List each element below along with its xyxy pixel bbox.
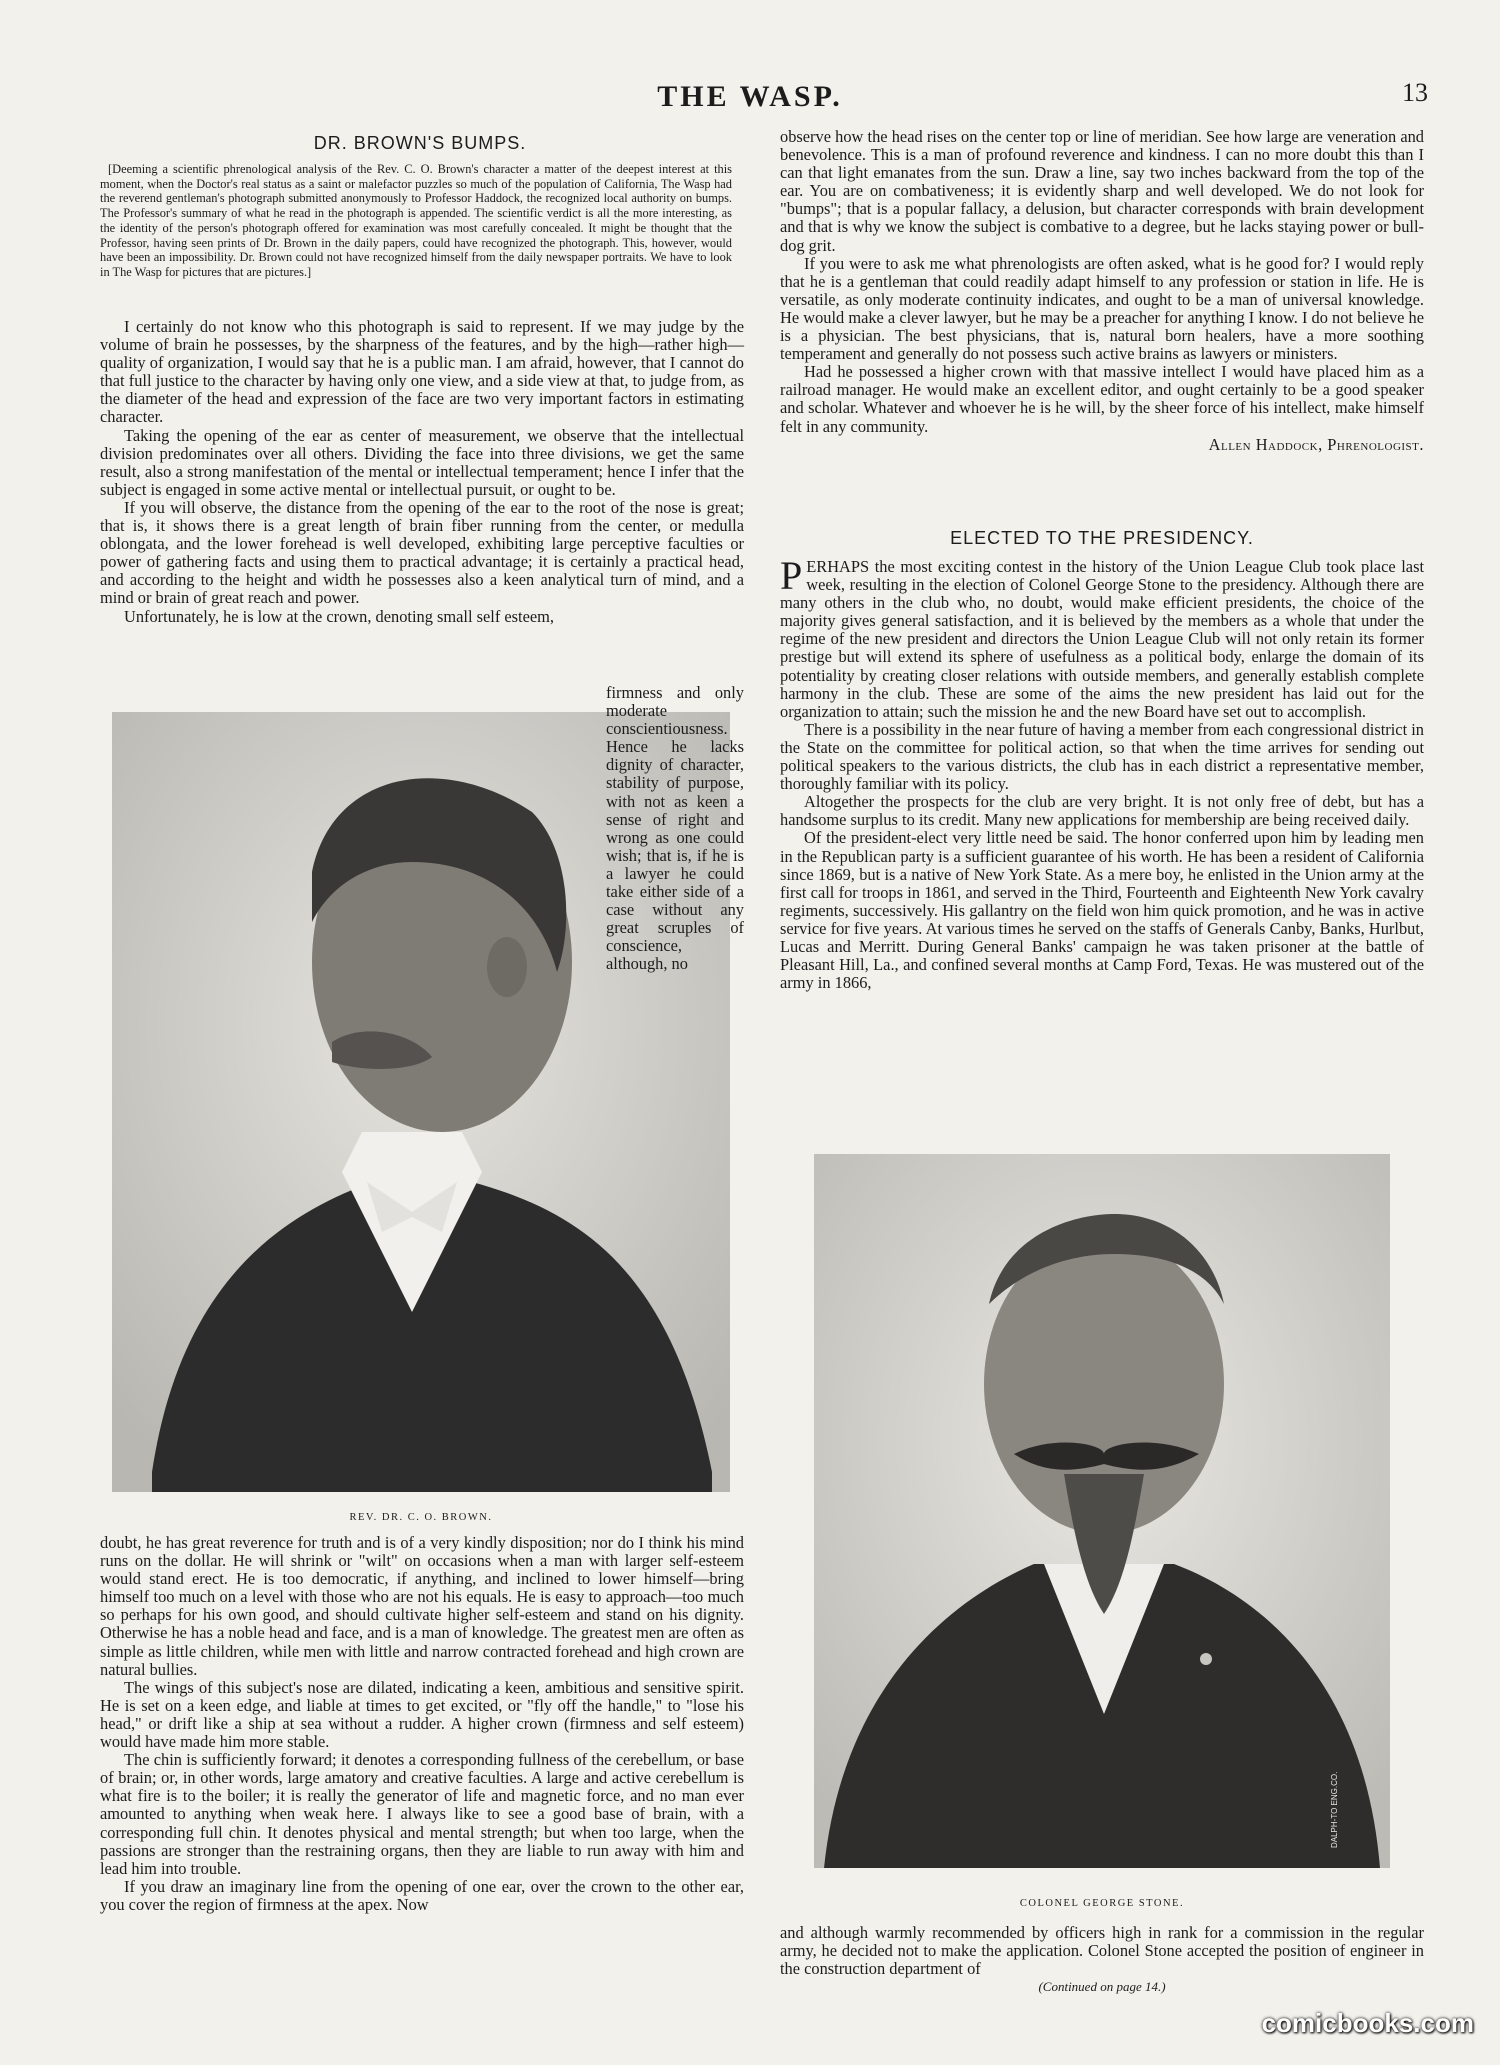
body-paragraph: If you will observe, the distance from the opening of the ear to the root of the nose is great; that is, it shows there is a great length of brain fiber running from the center, or medulla oblongata, and the lower forehead is well developed, exhibiting large perceptive faculties or power of gathering facts and using them to practical advantage; it is certainly a practical head, and according to the height and width he possesses also a keen analytical turn of mind, and a mind or brain of great reach and power.	[100, 497, 744, 608]
portrait-colonel-stone-image	[814, 1154, 1390, 1868]
drop-cap: P	[780, 553, 803, 598]
article-title-browns-bumps: DR. BROWN'S BUMPS.	[313, 133, 527, 153]
masthead-title: THE WASP.	[657, 80, 843, 113]
wrap-paragraph: firmness and only moderate conscientiousness. Hence he lacks dignity of character, stability of purpose, with not as keen a sense of right and wrong as one could wish; that is, if he is a lawyer he could take either side of a case without any great scruples of conscience, although, no	[606, 683, 744, 974]
article-body-continued	[780, 128, 1424, 454]
body-paragraph: and although warmly recommended by officers high in rank for a commission in the regular army, he decided not to make the application. Colonel Stone accepted the position of engineer in the construction department of	[780, 1923, 1424, 1979]
body-paragraph: Of the president-elect very little need be said. The honor conferred upon him by leading men in the Republican party is a sufficient guarantee of his worth. He has been a resident of California since 1869, but is a native of New York State. As a mere boy, he enlisted in the Union army at the first call for troops in 1861, and served in the Third, Fourteenth and Eighteenth New York cavalry regiments, successively. His gallantry on the field won him quick promotion, and he was in active service for five years. At various times he served on the staffs of Generals Canby, Banks, Hurlbut, Lucas and Merritt. During General Banks' campaign he was taken prisoner at the battle of Pleasant Hill, La., and confined several months at Camp Ford, Texas. He was mustered out of the army in 1866,	[780, 828, 1424, 993]
article-signature-line	[780, 436, 1424, 454]
body-paragraph: Altogether the prospects for the club are very bright. It is not only free of debt, but has a handsome surplus to its credit. Many new applications for membership are being received daily.	[780, 792, 1424, 830]
body-paragraph: There is a possibility in the near future of having a member from each congressional district in the State on the committee for political action, so that when the time arrives for sending out political speakers to the various districts, the club has in each district a representative member, thoroughly familiar with its policy.	[780, 719, 1424, 794]
body-paragraph: The chin is sufficiently forward; it denotes a corresponding fullness of the cerebellum, or base of brain; or, in other words, large amatory and creative faculties. A large and active cerebellum is what fire is to the boiler; it is really the generator of life and magnetic force, and no man ever amounted to anything when weak here. I always like to see a good base of brain, with a corresponding full chin. It denotes physical and mental strength; but when too large, when the passions are stronger than the restraining organs, then they are liable to run away with him and lead him into trouble.	[100, 1750, 744, 1878]
article-title-elected: ELECTED TO THE PRESIDENCY.	[950, 528, 1254, 548]
page-number: 13	[1402, 78, 1428, 107]
body-paragraph: observe how the head rises on the center top or line of meridian. See how large are veneration and benevolence. This is a man of profound reverence and kindness. I can no more doubt this than I can that light emanates from the sun. Draw a line, say two inches backward from the top of the ear. You are on combativeness; it is evidently sharp and well developed. We do not look for "bumps"; that is a popular fallacy, a delusion, but character corresponds with brain development and that is why we know the subject is combative to a degree, but he lacks staying power or bull-dog grit.	[780, 127, 1424, 255]
photo-credit: DALPH-TO ENG.CO.	[1330, 1771, 1339, 1848]
article-body-bottom	[100, 1534, 744, 1914]
first-paragraph-text: the most exciting contest in the history of the Union League Club took place last week, resulting in the election of Colonel George Stone to the presidency. Although there are many others in the club who, no doubt, would make efficient presidents, the choice of the majority gives general satisfaction, and it is believed by the members as a whole that under the regime of the new president and directors the Union League Club will not only retain its former prestige but will extend its sphere of usefulness as a political body, enlarge the domain of its potentiality by creating closer relations with outside members, and generally establish complete harmony in the club. These are some of the aims the new president has laid out for the organization to attain; such the mission he and the new Board have set out to accomplish.	[780, 557, 1424, 721]
article-signature: Allen Haddock, Phrenologist.	[1208, 434, 1424, 454]
first-word-rest: ERHAPS	[806, 557, 870, 576]
article-body-top	[100, 318, 744, 626]
article-body-wrap-text	[606, 684, 744, 974]
article-body-elected	[780, 553, 1424, 993]
body-paragraph	[780, 553, 1424, 721]
body-paragraph: The wings of this subject's nose are dilated, indicating a keen, ambitious and sensitive spirit. He is set on a keen edge, and liable at times to get excited, or "fly off the handle," to "lose his head," or drift like a ship at sea without a rudder. A higher crown (firmness and self esteem) would have made him more stable.	[100, 1677, 744, 1752]
article-body-after-photo	[780, 1924, 1424, 1978]
body-paragraph: Had he possessed a higher crown with that massive intellect I would have placed him as a railroad manager. He would make an excellent editor, and ought certainly to be a good speaker and scholar. Whatever and whoever he is he will, by the sheer force of his intellect, make himself felt in any community.	[780, 362, 1424, 436]
photo-caption-colonel-stone: COLONEL GEORGE STONE.	[1019, 1898, 1185, 1909]
body-paragraph: doubt, he has great reverence for truth and is of a very kindly disposition; nor do I think his mind runs on the dollar. He will shrink or "wilt" on occasions when a man with larger self-esteem would stand erect. He is too democratic, if anything, and inclined to lower himself—bring himself too much on a level with those who are not his equals. He is easy to approach—too much so perhaps for his own good, and should cultivate higher self-esteem and stand on his dignity. Otherwise he has a noble head and face, and is a man of knowledge. The greatest men are often as simple as little children, while men with little and narrow contracted forehead and high crown are natural bullies.	[100, 1533, 744, 1679]
body-paragraph: Taking the opening of the ear as center of measurement, we observe that the intellectual division predominates over all others. Dividing the face into three divisions, we get the same result, also a strong manifestation of the mental or intellectual temperament; hence I infer that the subject is engaged in some active mental or intellectual pursuit, or ought to be.	[100, 425, 744, 499]
continued-notice: (Continued on page 14.)	[1038, 1979, 1166, 1994]
article-intro-note	[100, 162, 732, 280]
body-paragraph: Unfortunately, he is low at the crown, denoting small self esteem,	[124, 606, 554, 626]
portrait-colonel-stone	[814, 1154, 1390, 1868]
body-paragraph: If you were to ask me what phrenologists are often asked, what is he good for? I would reply that he is a gentleman that could readily adapt himself to any profession or station in life. He is versatile, as only moderate continuity indicates, and ought to be a man of universal knowledge. He would make a clever lawyer, but he may be a preacher for anything I know. I do not believe he is a physician. The best physicians, that is, natural born healers, have a more soothing temperament and generally do not possess such active brains as lawyers or ministers.	[780, 253, 1424, 364]
body-paragraph: If you draw an imaginary line from the opening of one ear, over the crown to the other ear, you cover the region of firmness at the apex. Now	[100, 1876, 744, 1914]
intro-paragraph: [Deeming a scientific phrenological analysis of the Rev. C. O. Brown's character a matter of the deepest interest at this moment, when the Doctor's real status as a saint or malefactor puzzles so much of the population of California, The Wasp had the reverend gentleman's photograph submitted anonymously to Professor Haddock, the recognized local authority on bumps. The Professor's summary of what he read in the photograph is appended. The scientific verdict is all the more interesting, as the identity of the person's photograph offered for examination was most carefully concealed. It might be thought that the Professor, having seen prints of Dr. Brown in the daily papers, could have recognized the photograph. This, however, would have been an impossibility. Dr. Brown could not have recognized himself from the daily newspaper portraits. We have to look in The Wasp for pictures that are pictures.]	[100, 162, 732, 279]
body-paragraph: I certainly do not know who this photograph is said to represent. If we may judge by the volume of brain he possesses, by the sharpness of the features, and by the high—rather high—quality of organization, I would say that he is a public man. I am afraid, however, that I cannot do that full justice to the character by having only one view, and a side view at that, to judge from, as the diameter of the head and expression of the face are two very important factors in estimating character.	[100, 317, 744, 427]
watermark-logo: comicbooks.com	[1261, 2008, 1474, 2038]
photo-caption-rev-brown: REV. DR. C. O. BROWN.	[349, 1512, 493, 1523]
